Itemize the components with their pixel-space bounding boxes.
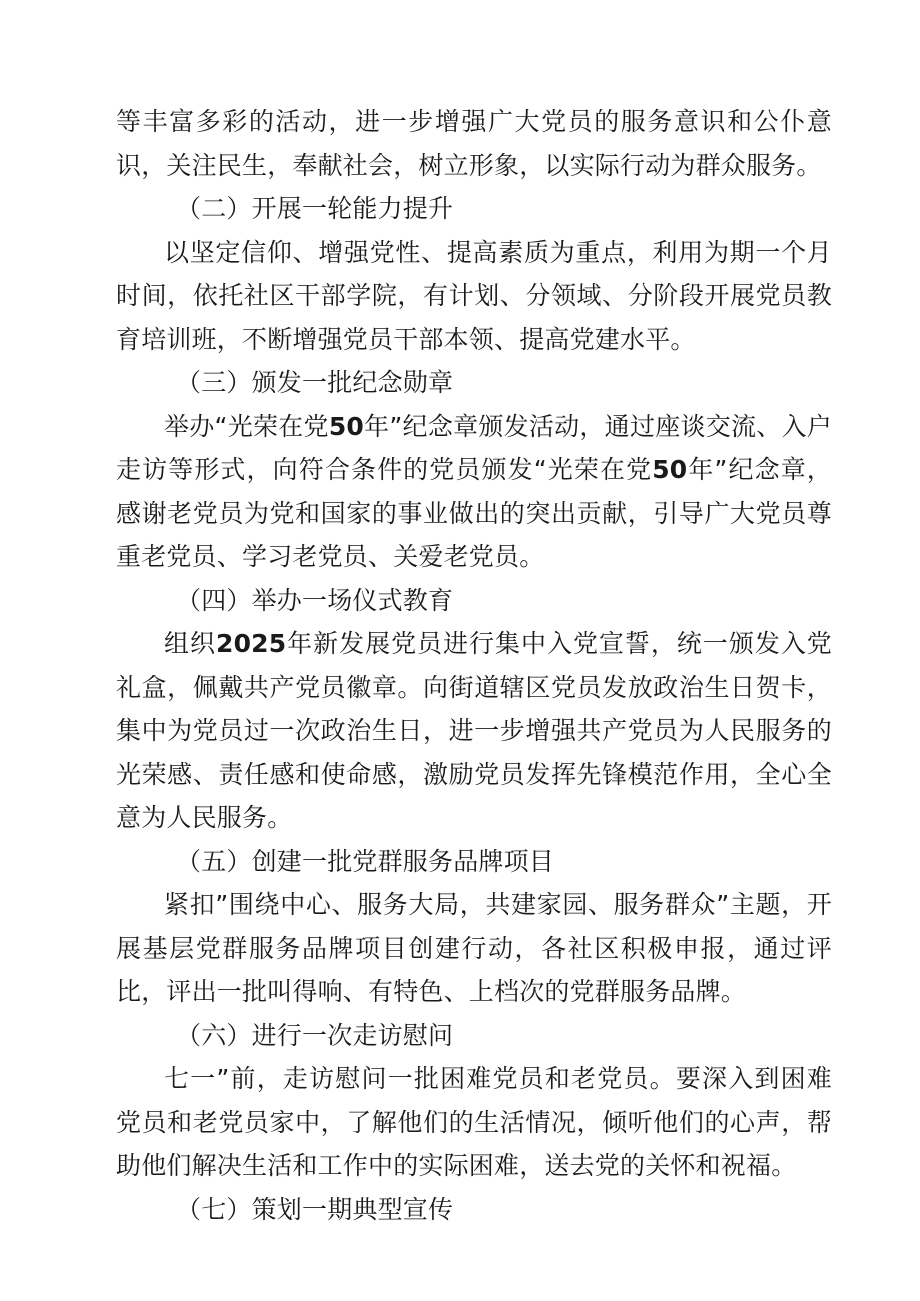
section-heading: （七）策划一期典型宣传 bbox=[176, 1194, 454, 1224]
body-paragraph: 以坚定信仰、增强党性、提高素质为重点，利用为期一个月时间，依托社区干部学院，有计划、分领域、分阶段开展党员教育培训班，不断增强党员干部本领、提高党建水平。 bbox=[116, 237, 832, 354]
bold-number: 2025 bbox=[215, 629, 287, 658]
bold-number: 50 bbox=[328, 411, 365, 441]
section-heading: （六）进行一次走访慰问 bbox=[176, 1020, 454, 1050]
section-heading: （五）创建一批党群服务品牌项目 bbox=[176, 846, 555, 876]
body-paragraph: 组织2025年新发展党员进行集中入党宣誓，统一颁发入党礼盒，佩戴共产党员徽章。向街道辖区党员发放政治生日贺卡，集中为党员过一次政治生日，进一步增强共产党员为人民服务的光荣感、责任感和使命感，激励党员发挥先锋模范作用，全心全意为人民服务。 bbox=[116, 629, 832, 832]
body-paragraph: 等丰富多彩的活动，进一步增强广大党员的服务意识和公仆意识，关注民生，奉献社会，树立形象，以实际行动为群众服务。 bbox=[116, 107, 832, 180]
section-heading: （三）颁发一批纪念勋章 bbox=[176, 368, 454, 397]
body-paragraph: 七一”前，走访慰问一批困难党员和老党员。要深入到困难党员和老党员家中，了解他们的生活情况，倾听他们的心声，帮助他们解决生活和工作中的实际困难，送去党的关怀和祝福。 bbox=[116, 1064, 832, 1180]
document-body bbox=[116, 100, 832, 1231]
bold-number: 50 bbox=[652, 455, 688, 484]
body-paragraph: 举办“光荣在党50年”纪念章颁发活动，通过座谈交流、入户走访等形式，向符合条件的党员颁发“光荣在党50年”纪念章，感谢老党员为党和国家的事业做出的突出贡献，引导广大党员尊重老党员、学习老党员、关爱老党员。 bbox=[116, 411, 832, 571]
section-heading: （四）举办一场仪式教育 bbox=[176, 585, 454, 615]
body-paragraph: 紧扣”围绕中心、服务大局，共建家园、服务群众”主题，开展基层党群服务品牌项目创建行动，各社区积极申报，通过评比，评出一批叫得响、有特色、上档次的党群服务品牌。 bbox=[116, 890, 832, 1006]
section-heading: （二）开展一轮能力提升 bbox=[176, 194, 454, 223]
